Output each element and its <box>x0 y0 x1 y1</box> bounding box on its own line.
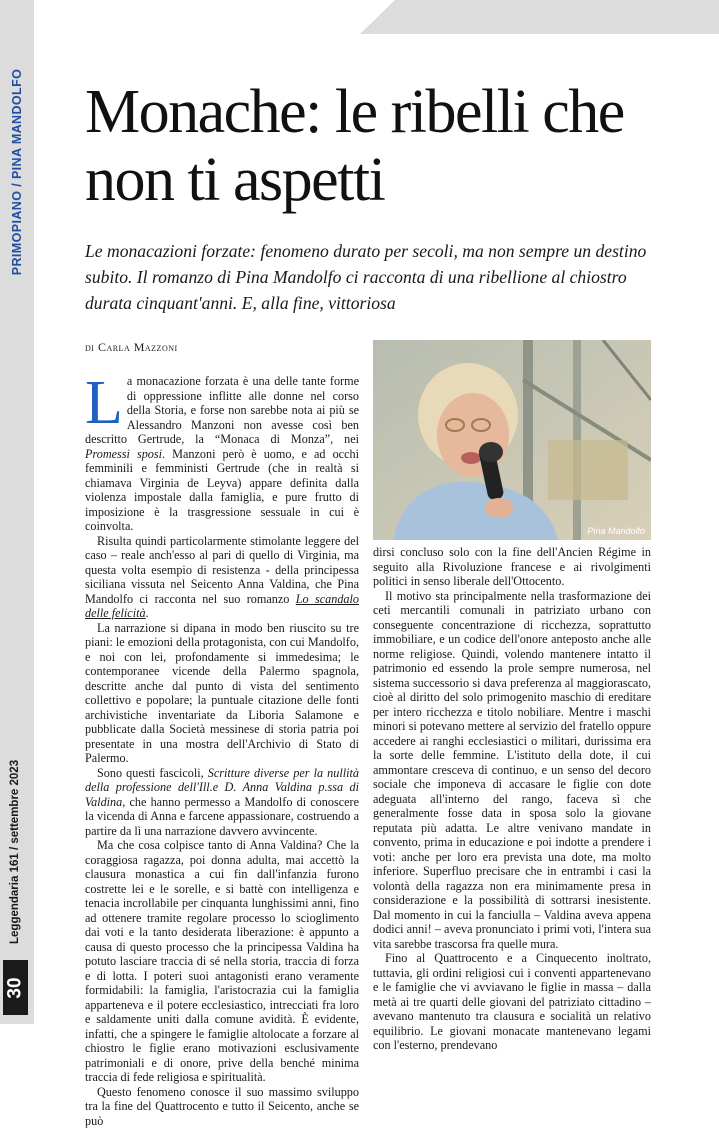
paragraph: Risulta quindi particolarmente stimolante leggere del caso – reale anch'esso al pari di quello di Virginia, ma questa volta esempio di resistenza - della principessa siciliana vissuta nel Seicento Anna Valdina, che Pina Mandolfo ci racconta nel suo romanzo Lo scandalo delle felicità. <box>85 534 359 621</box>
paragraph: La monacazione forzata è una delle tante forme di oppressione inflitte alle donne nel corso della Storia, e forse non sarebbe nota ai più se Alessandro Manzoni non avesse così ben descritto Gertrude, la “Monaca di Monza”, nei Promessi sposi. Manzoni però è uomo, e ad occhi femminili e femministi Gertrude (che in realtà si chiamava Virginia de Leyva) appare definita dalla violenza impostale dalla famiglia, e pure frutto di imposizione è la trasgressione sessuale in cui è coinvolta. <box>85 374 359 534</box>
headline: Monache: le ribelli che non ti aspetti <box>85 78 645 214</box>
paragraph: La narrazione si dipana in modo ben riuscito su tre piani: le emozioni della protagonista, con cui Mandolfo, e noi con lei, profondamente si immedesima; le contemporanee vicende della Palermo spagnola, descritte anche dal punto di vista del sentimento collettivo e popolare; la puntuale citazione delle fonti archivistiche inventariate da Liboria Salamone e pubblicate dalla Società messinese di storia patria poi presentate in una mostra dell'Archivio di Stato di Palermo. <box>85 621 359 766</box>
magazine-issue: Leggendaria 161 / settembre 2023 <box>9 768 21 944</box>
page-number: 30 <box>5 966 27 1011</box>
paragraph: Il motivo sta principalmente nella trasformazione dei ceti mercantili comunali in patriziato urbano con conseguente concentrazione di ricchezza, soprattutto immobiliare, e un codice dell'onore anteposto anche alle norme religiose. Quindi, volendo mantenere intatto il patrimonio ed essendo la prole sempre numerosa, nel sistema successorio si dava preferenza al maggiorascato, cioè al diritto del solo primogenito maschio di ereditare per intero ricchezza e titolo nobiliare. Mentre i maschi minori si potevano mettere al servizio del fratello oppure accedere ai ranghi ecclesiastici o militari, durissima era la sorte delle femmine. L'istituto della dote, il cui ammontare cresceva di continuo, e un senso del decoro sociale che imponeva di accasare le figlie con dote adeguata all'interno del rango, faceva sì che generalmente fosse data in sposa solo la giovane reputata più adatta. Le altre venivano mandate in convento, prima in educazione e poi indotte a prendere i voti: anche per loro era prevista una dote, ma molto inferiore. Superfluo precisare che in entrambi i casi la volontà della ragazza non era minimamente presa in considerazione e la possibilità di sottrarsi inesistente. Dal momento in cui la fanciulla – Valdina aveva appena dodici anni! – aveva pronunciato i primi voti, l'intera sua vita sarebbe trascorsa fra quelle mura. <box>373 589 651 952</box>
page-number-box <box>3 960 28 1015</box>
paragraph: Questo fenomeno conosce il suo massimo sviluppo tra la fine del Quattrocento e tutto il Seicento, anche se può <box>85 1085 359 1128</box>
author-photo <box>373 340 651 540</box>
paragraph: Fino al Quattrocento e a Cinquecento inoltrato, tuttavia, gli ordini religiosi cui i conventi appartenevano e le famiglie che vi avviavano le figlie in massa – dalla metà ai tre quarti delle giovani del patriziato cittadino – avevano mantenuto tra clausura e socialità un relativo equilibrio. Le giovani monacate mantenevano legami con l'esterno, prendevano <box>373 951 651 1053</box>
photo-illustration <box>373 340 651 540</box>
byline: di Carla Mazzoni <box>85 340 178 355</box>
lede: Le monacazioni forzate: fenomeno durato per secoli, ma non sempre un destino subito. Il romanzo di Pina Mandolfo ci racconta di una ribellione al chiostro durata cinquant'anni. E, alla fine, vittoriosa <box>85 238 665 316</box>
section-label <box>2 70 28 290</box>
paragraph: dirsi concluso solo con la fine dell'Ancien Régime in seguito alla Rivoluzione francese e ai rivolgimenti politici in senso liberale dell'Ottocento. <box>373 545 651 589</box>
article-column-2 <box>373 545 651 1053</box>
article-column-1 <box>85 374 359 1128</box>
paragraph: Ma che cosa colpisce tanto di Anna Valdina? Che la coraggiosa ragazza, poi donna adulta, mai accettò la clausura monastica a cui fin dall'infanzia furono costrette lei e le sorelle, e si battè con intelligenza e tenacia incrollabile per cinquanta lunghissimi anni, fino ad ottenere tramite regolare processo lo scioglimento dai voti e la tanto desiderata liberazione: è appunto a causa di questo processo che la principessa Valdina ha potuto lasciare traccia di sé nella storia, traccia di forza e di lotta. I poteri suoi antagonisti erano veramente formidabili: la famiglia, l'aristocrazia cui la famiglia apparteneva e il potere ecclesiastico, intrecciati fra loro e saldamente uniti dalla comune avidità. È evidente, infatti, che a spingere le famiglie altolocate a forzare al chiostro le figlie erano motivazioni esclusivamente patrimoniali e di onore, prive della benché minima traccia di fede religiosa e spiritualità. <box>85 838 359 1085</box>
magazine-label <box>2 770 28 950</box>
paragraph: Sono questi fascicoli, Scritture diverse per la nullità della professione dell'Ill.e D. Anna Valdina p.ssa di Valdina, che hanno permesso a Mandolfo di conoscere la vicenda di Anna e farcene appassionare, costruendo a partire da lì una narrazione davvero avvincente. <box>85 766 359 839</box>
section-text: PRIMOPIANO / PINA MANDOLFO <box>10 67 24 277</box>
page-fold-corner <box>0 0 400 40</box>
photo-caption: Pina Mandolfo <box>587 526 645 536</box>
drop-cap: L <box>85 377 123 429</box>
